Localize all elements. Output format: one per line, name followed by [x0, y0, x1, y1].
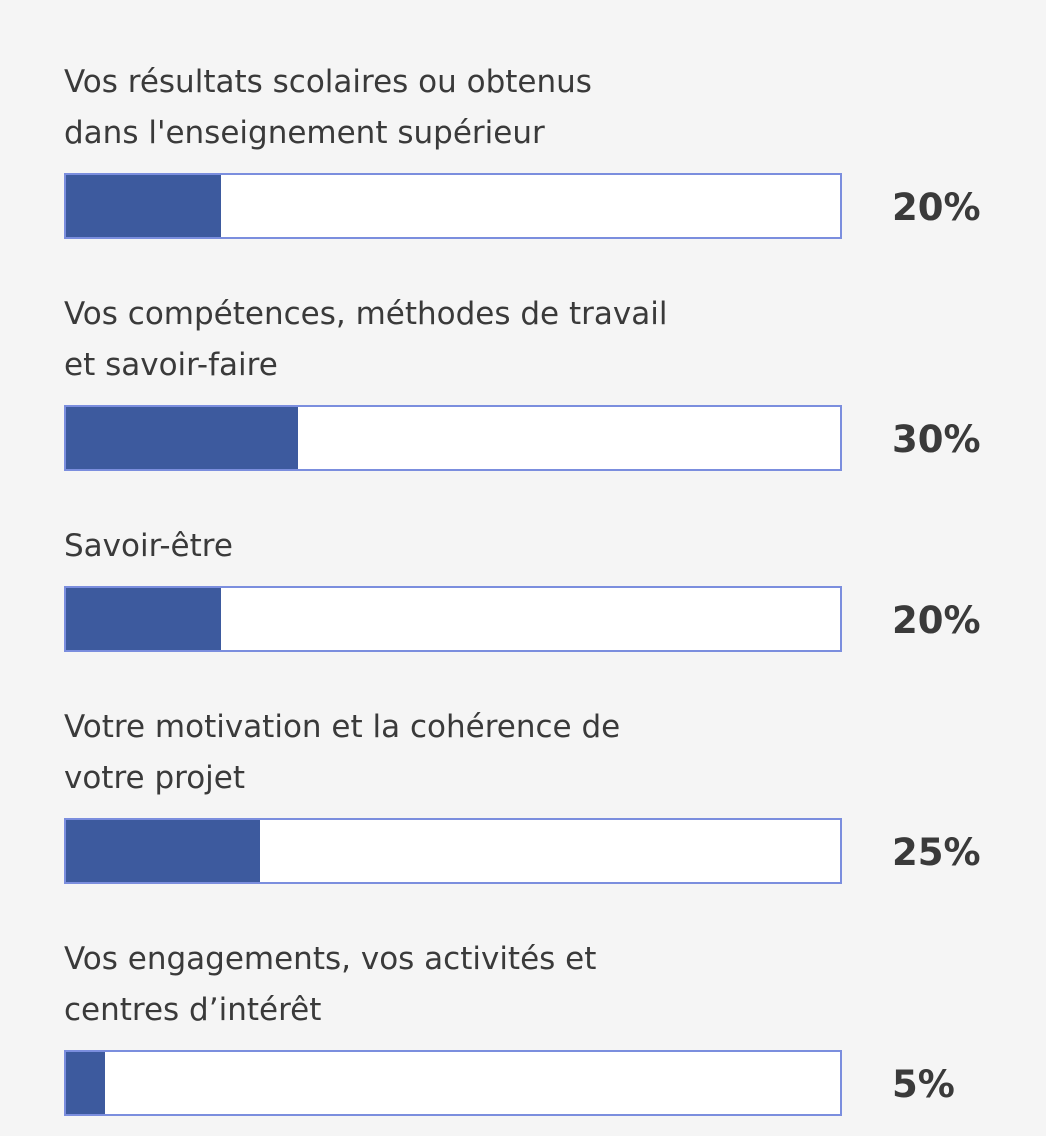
- criteria-row: [64, 289, 1004, 471]
- row-label-line: votre projet: [64, 760, 246, 796]
- row-label: [64, 57, 1004, 159]
- bar-value-label: 25%: [892, 831, 981, 874]
- row-label-line: Savoir-être: [64, 528, 233, 564]
- bar-track: [64, 173, 842, 239]
- bar-track: [64, 586, 842, 652]
- bar-fill: [66, 588, 221, 650]
- bar-wrap: [64, 818, 1004, 884]
- bar-wrap: [64, 586, 1004, 652]
- criteria-row: [64, 934, 1004, 1116]
- row-label-line: dans l'enseignement supérieur: [64, 115, 545, 151]
- row-label: [64, 934, 1004, 1036]
- criteria-row: [64, 521, 1004, 652]
- bar-track: [64, 818, 842, 884]
- row-label: [64, 289, 1004, 391]
- bar-fill: [66, 175, 221, 237]
- row-label-line: et savoir-faire: [64, 347, 278, 383]
- row-label: [64, 521, 1004, 572]
- row-label-line: Vos compétences, méthodes de travail: [64, 296, 668, 332]
- row-label: [64, 702, 1004, 804]
- bar-value-label: 30%: [892, 418, 981, 461]
- bar-value-label: 20%: [892, 186, 981, 229]
- bar-fill: [66, 407, 298, 469]
- bar-value-label: 5%: [892, 1063, 955, 1106]
- bar-track: [64, 405, 842, 471]
- bar-wrap: [64, 173, 1004, 239]
- bar-wrap: [64, 1050, 1004, 1116]
- row-label-line: Vos résultats scolaires ou obtenus: [64, 64, 592, 100]
- criteria-row: [64, 702, 1004, 884]
- bar-value-label: 20%: [892, 599, 981, 642]
- row-label-line: Votre motivation et la cohérence de: [64, 709, 621, 745]
- row-label-line: centres d’intérêt: [64, 992, 322, 1028]
- bar-fill: [66, 1052, 105, 1114]
- criteria-row: [64, 57, 1004, 239]
- bar-fill: [66, 820, 260, 882]
- row-label-line: Vos engagements, vos activités et: [64, 941, 597, 977]
- bar-wrap: [64, 405, 1004, 471]
- bar-track: [64, 1050, 842, 1116]
